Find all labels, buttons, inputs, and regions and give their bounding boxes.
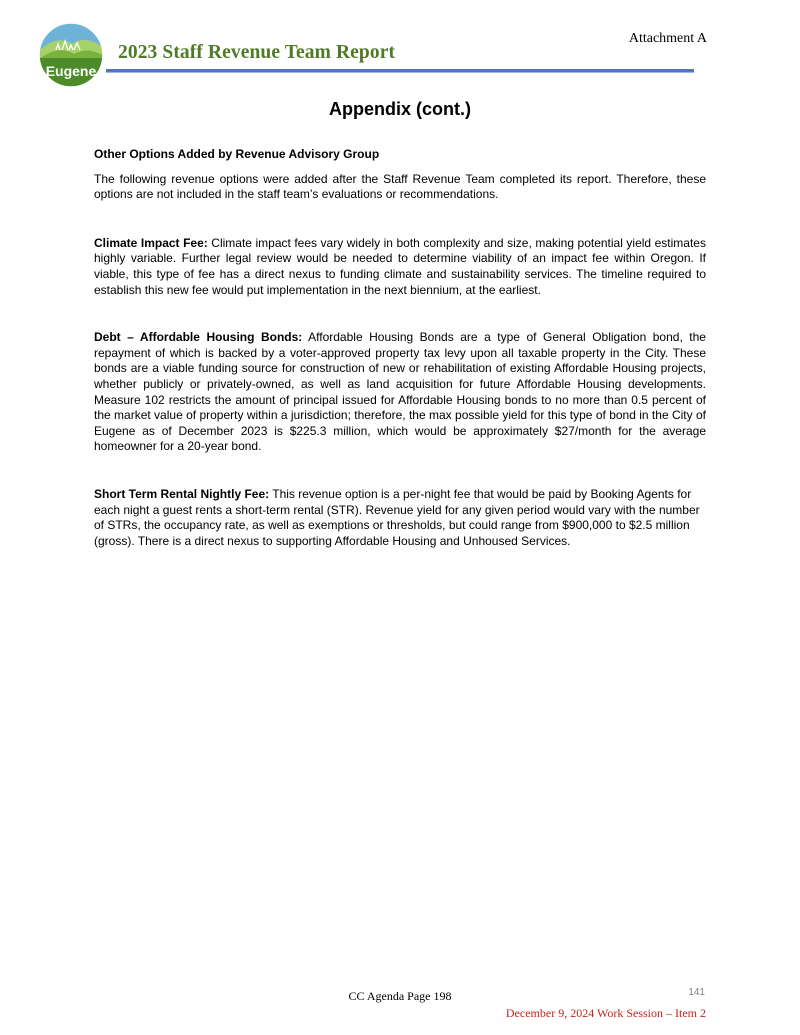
option-label: Debt – Affordable Housing Bonds: bbox=[94, 330, 303, 345]
eugene-logo bbox=[38, 22, 104, 88]
report-title: 2023 Staff Revenue Team Report bbox=[118, 42, 396, 63]
agenda-page-label: CC Agenda Page 198 bbox=[348, 989, 452, 1003]
option-label: Short Term Rental Nightly Fee: bbox=[94, 486, 270, 501]
option-climate-impact-fee bbox=[94, 236, 706, 298]
title-underline bbox=[106, 69, 694, 73]
appendix-title: Appendix (cont.) bbox=[329, 99, 471, 119]
work-session-label: December 9, 2024 Work Session – Item 2 bbox=[505, 1006, 706, 1020]
option-short-term-rental-fee bbox=[94, 487, 706, 549]
option-text: Climate impact fees vary widely in both complexity and size, making potential yield estimates highly variable. Further legal review would be needed to determine viability of an impact fee within Oregon. If viable, this type of fee has a direct nexus to funding climate and sustainability services. The timeline required to establish this new fee would put implementation in the next biennium, at the earliest. bbox=[94, 235, 706, 297]
section-intro: The following revenue options were added after the Staff Revenue Team completed its report. Therefore, these options are not included in the staff team’s evaluations or recommendations. bbox=[94, 171, 706, 202]
section-heading: Other Options Added by Revenue Advisory Group bbox=[94, 147, 380, 161]
page-number: 141 bbox=[688, 987, 705, 998]
document-body bbox=[94, 147, 706, 549]
option-label: Climate Impact Fee: bbox=[94, 235, 208, 250]
logo-wordmark: Eugene bbox=[45, 63, 97, 79]
option-text: This revenue option is a per-night fee that would be paid by Booking Agents for each night a guest rents a short-term rental (STR). Revenue yield for any given period would vary with the number of STRs, the occupancy rate, as well as exemptions or thresholds, but could range from $900,000 to $2.5 million (gross). There is a direct nexus to supporting Affordable Housing and Unhoused Services. bbox=[94, 486, 700, 548]
option-affordable-housing-bonds bbox=[94, 330, 706, 455]
attachment-label: Attachment A bbox=[628, 31, 707, 46]
option-text: Affordable Housing Bonds are a type of General Obligation bond, the repayment of which is backed by a voter-approved property tax levy upon all taxable property in the City. These bonds are a viable funding source for construction of new or rehabilitation of existing Affordable Housing projects, whether publicly or privately-owned, as well as land acquisition for future Affordable Housing developments. Measure 102 restricts the amount of principal issued for Affordable Housing bonds to no more than 0.5 percent of the market value of property within a jurisdiction; therefore, the max possible yield for this type of bond in the City of Eugene as of December 2023 is $225.3 million, which would be approximately $27/month for the average homeowner for a 20-year bond. bbox=[94, 330, 706, 454]
